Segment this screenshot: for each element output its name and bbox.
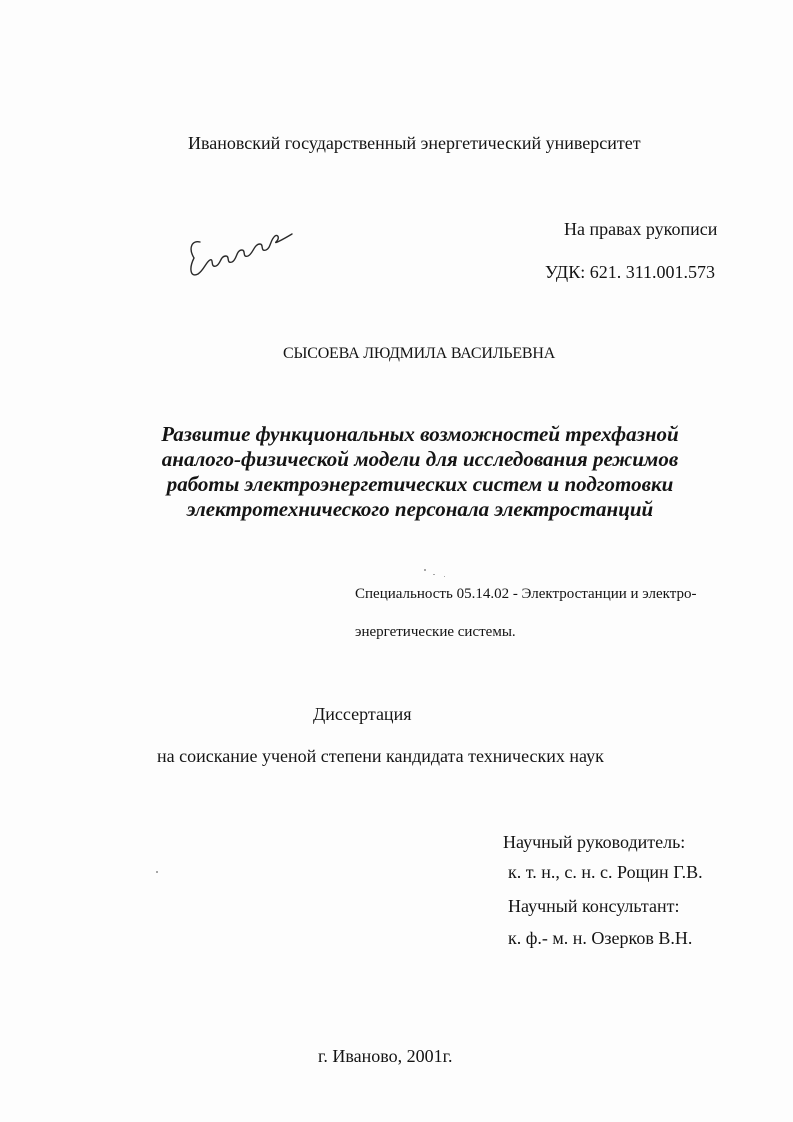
supervisor-label: Научный руководитель: <box>503 832 686 852</box>
title-line: электротехнического персонала электростанций <box>186 497 654 521</box>
specialty-line-1: Специальность 05.14.02 - Электростанции и электро- <box>355 586 697 602</box>
handwritten-signature <box>180 222 295 282</box>
consultant-name: к. ф.- м. н. Озерков В.Н. <box>508 928 693 948</box>
scan-speck <box>424 569 426 571</box>
scan-speck <box>156 871 158 873</box>
specialty-line-2: энергетические системы. <box>355 624 516 640</box>
title-line: Развитие функциональных возможностей трехфазной <box>161 422 679 446</box>
scan-speck <box>444 576 445 577</box>
supervisor-name: к. т. н., с. н. с. Рощин Г.В. <box>508 862 703 882</box>
udk-code: УДК: 621. 311.001.573 <box>545 262 716 282</box>
manuscript-rights: На правах рукописи <box>564 219 718 239</box>
dissertation-title <box>120 422 720 522</box>
city-year: г. Иваново, 2001г. <box>318 1046 453 1066</box>
document-type: Диссертация <box>313 704 412 724</box>
university-name: Ивановский государственный энергетический университет <box>188 133 641 153</box>
title-line: аналого-физической модели для исследования режимов <box>161 447 679 471</box>
author-name: СЫСОЕВА ЛЮДМИЛА ВАСИЛЬЕВНА <box>283 345 556 362</box>
degree-sought: на соискание ученой степени кандидата технических наук <box>157 746 604 766</box>
consultant-label: Научный консультант: <box>508 896 680 916</box>
title-line: работы электроэнергетических систем и подготовки <box>166 472 674 496</box>
scan-speck <box>433 574 435 575</box>
